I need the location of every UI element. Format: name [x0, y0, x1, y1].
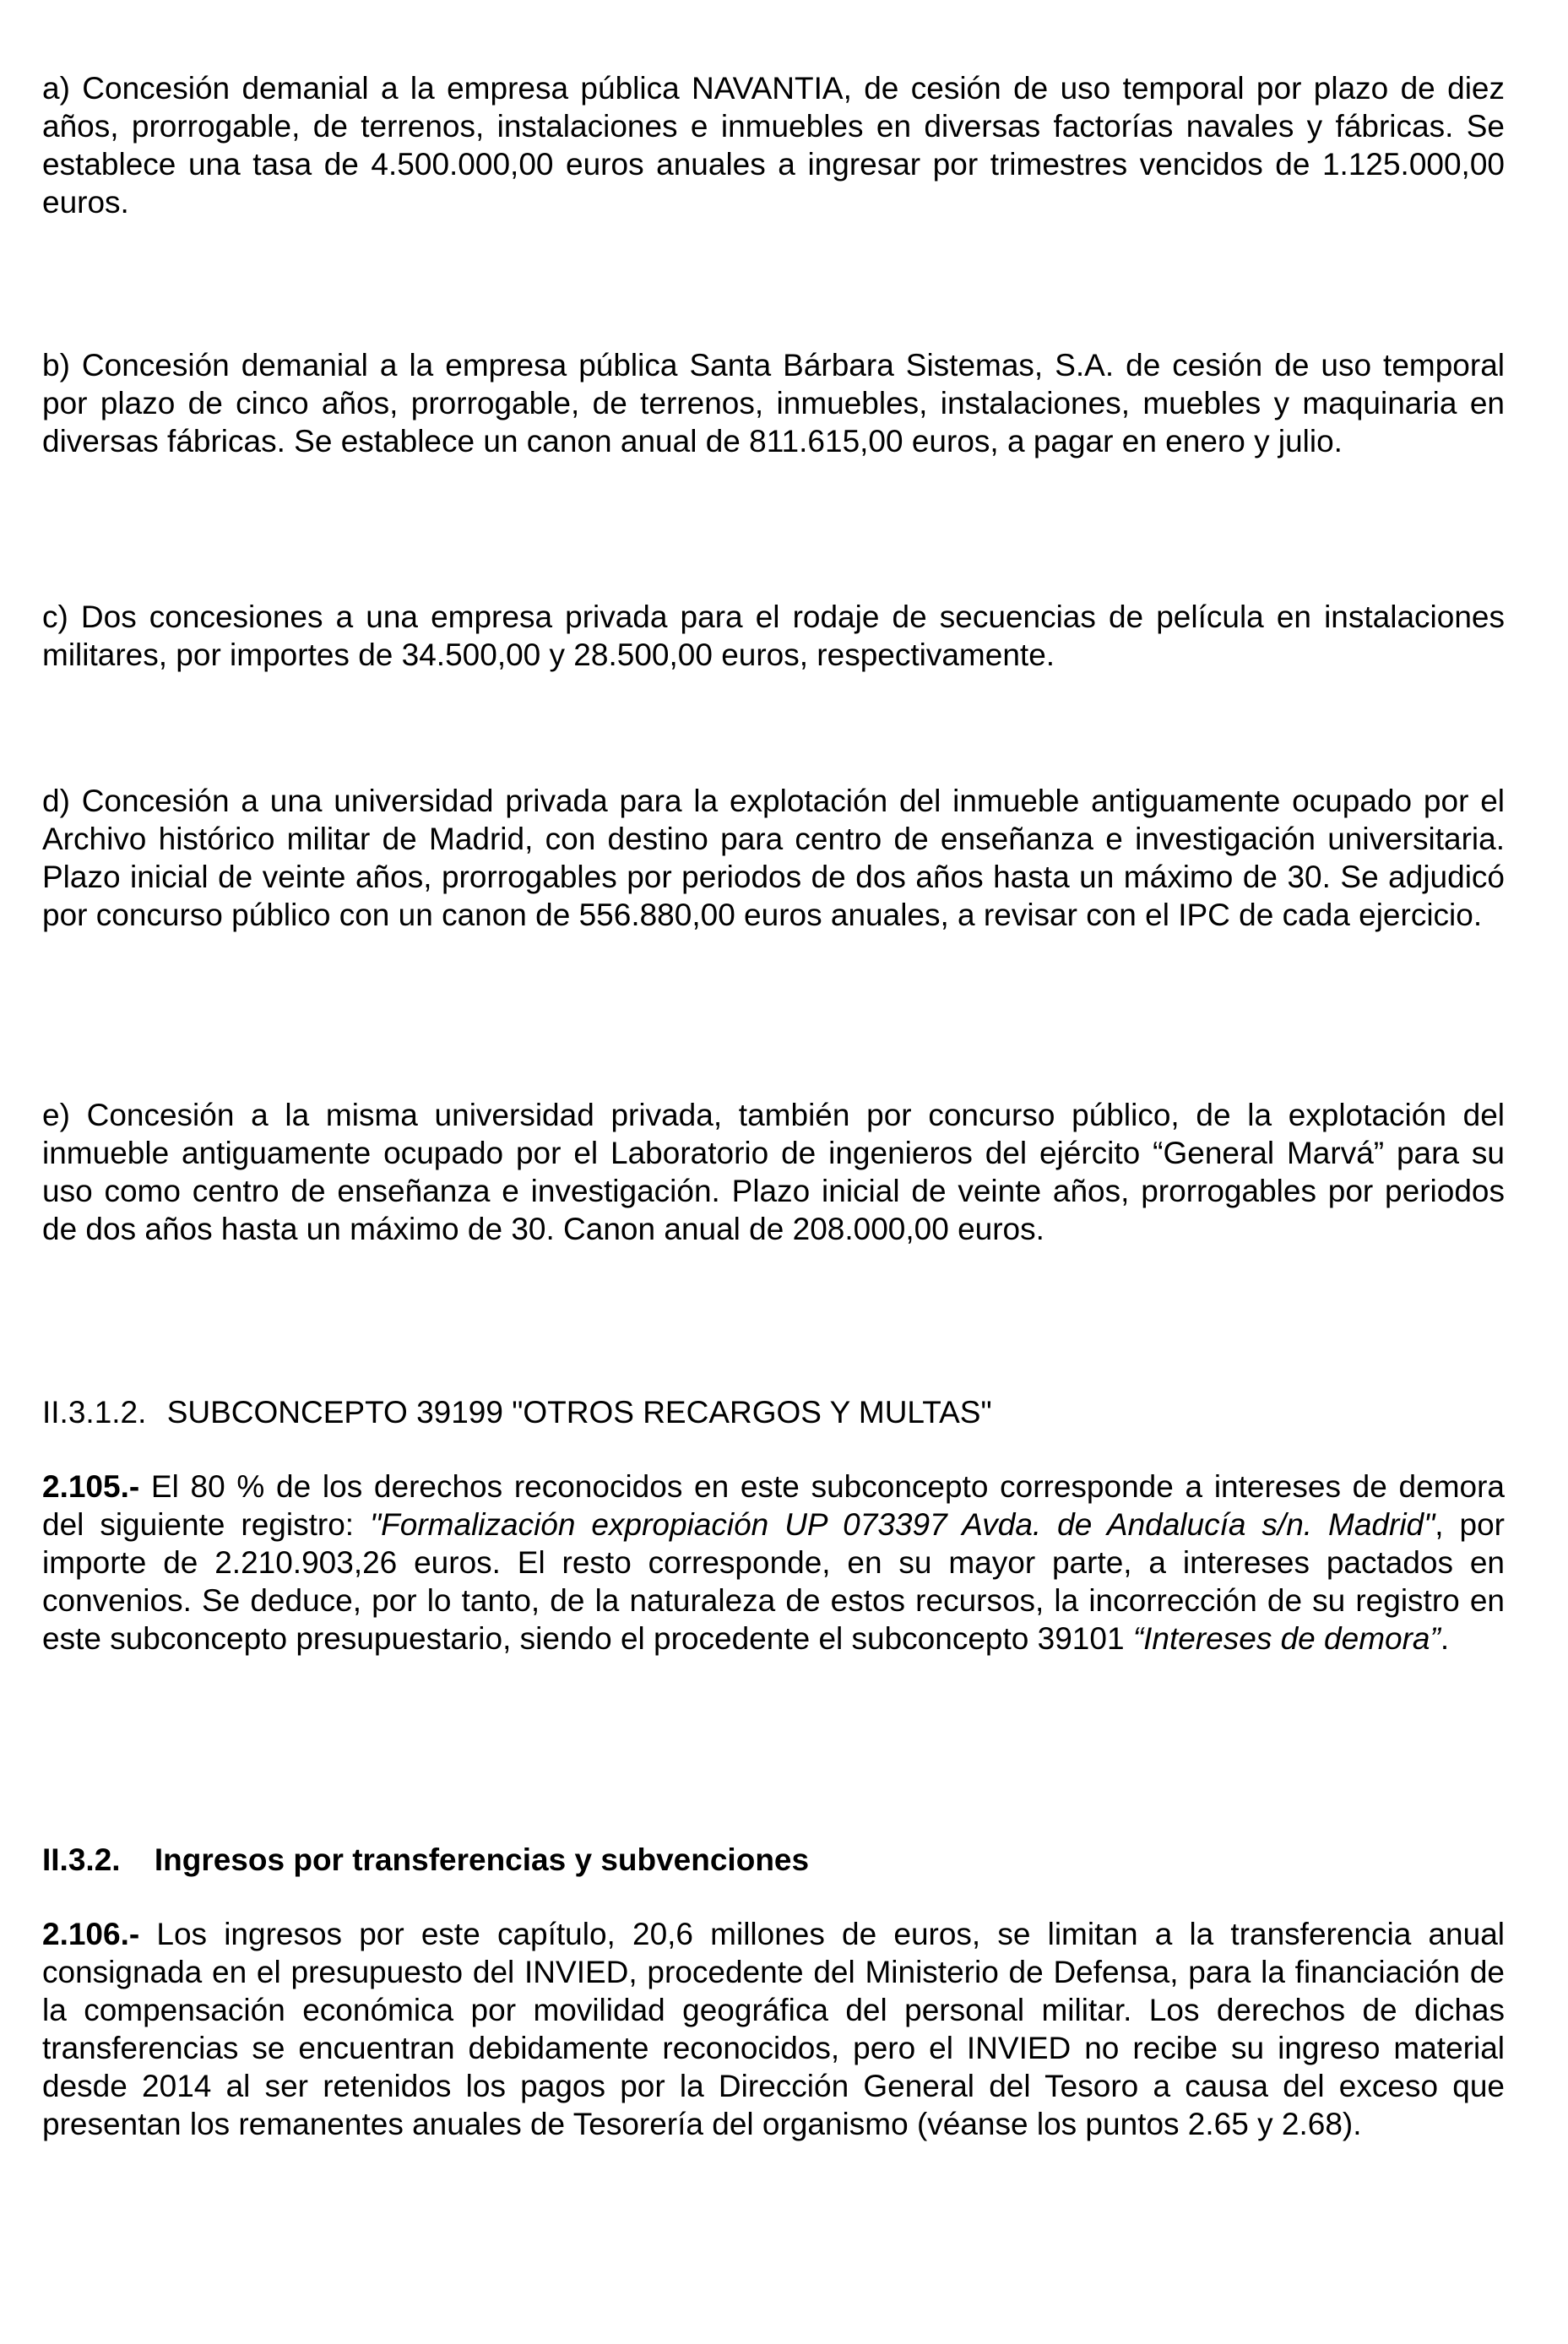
paragraph-2106: [42, 1915, 1505, 2143]
section-heading-transferencias: [42, 1841, 1505, 1879]
paragraph-number: 2.106.-: [42, 1917, 140, 1951]
paragraph-text: El 80 % de los derechos reconocidos en este subconcepto corresponde a intereses de demora del siguiente registro:: [42, 1469, 1505, 1542]
paragraph-number: 2.105.-: [42, 1469, 140, 1504]
item-e-paragraph: e) Concesión a la misma universidad privada, también por concurso público, de la explotación del inmueble antiguamente ocupado por el Laboratorio de ingenieros del ejército “General Marvá” para su uso como centro de enseñanza e investigación. Plazo inicial de veinte años, prorrogables por periodos de dos años hasta un máximo de 30. Canon anual de 208.000,00 euros.: [42, 1098, 1505, 1246]
paragraph-quote: “Intereses de demora”: [1132, 1621, 1440, 1656]
section-heading-subconcepto: [42, 1393, 1505, 1431]
section-title: SUBCONCEPTO 39199 "OTROS RECARGOS Y MULTAS": [166, 1395, 992, 1430]
section-number: II.3.2.: [42, 1842, 121, 1877]
item-c-paragraph: c) Dos concesiones a una empresa privada para el rodaje de secuencias de película en instalaciones militares, por importes de 34.500,00 y 28.500,00 euros, respectivamente.: [42, 600, 1505, 672]
item-a-paragraph: a) Concesión demanial a la empresa pública NAVANTIA, de cesión de uso temporal por plazo de diez años, prorrogable, de terrenos, instalaciones e inmuebles en diversas factorías navales y fábricas. Se establece una tasa de 4.500.000,00 euros anuales a ingresar por trimestres vencidos de 1.125.000,00 euros.: [42, 71, 1505, 220]
paragraph-text: .: [1440, 1621, 1450, 1656]
section-title: Ingresos por transferencias y subvenciones: [154, 1842, 810, 1877]
section-number: II.3.1.2.: [42, 1395, 147, 1430]
paragraph-text: Los ingresos por este capítulo, 20,6 millones de euros, se limitan a la transferencia anual consignada en el presupuesto del INVIED, procedente del Ministerio de Defensa, para la financiación de la compensación económica por movilidad geográfica del personal militar. Los derechos de dichas transferencias se encuentran debidamente reconocidos, pero el INVIED no recibe su ingreso material desde 2014 al ser retenidos los pagos por la Dirección General del Tesoro a causa del exceso que presentan los remanentes anuales de Tesorería del organismo (véanse los puntos 2.65 y 2.68).: [42, 1917, 1505, 2141]
item-d-paragraph: d) Concesión a una universidad privada para la explotación del inmueble antiguamente ocupado por el Archivo histórico militar de Madrid, con destino para centro de enseñanza e investigación universitaria. Plazo inicial de veinte años, prorrogables por periodos de dos años hasta un máximo de 30. Se adjudicó por concurso público con un canon de 556.880,00 euros anuales, a revisar con el IPC de cada ejercicio.: [42, 784, 1505, 932]
paragraph-quote: "Formalización expropiación UP 073397 Avda. de Andalucía s/n. Madrid": [370, 1507, 1435, 1542]
item-b-paragraph: b) Concesión demanial a la empresa pública Santa Bárbara Sistemas, S.A. de cesión de uso temporal por plazo de cinco años, prorrogable, de terrenos, inmuebles, instalaciones, muebles y maquinaria en diversas fábricas. Se establece un canon anual de 811.615,00 euros, a pagar en enero y julio.: [42, 348, 1505, 458]
paragraph-text: , por importe de 2.210.903,26 euros. El resto corresponde, en su mayor parte, a intereses pactados en convenios. Se deduce, por lo tanto, de la naturaleza de estos recursos, la incorrección de su registro en este subconcepto presupuestario, siendo el procedente el subconcepto 39101: [42, 1507, 1505, 1656]
paragraph-2105: [42, 1468, 1505, 1658]
